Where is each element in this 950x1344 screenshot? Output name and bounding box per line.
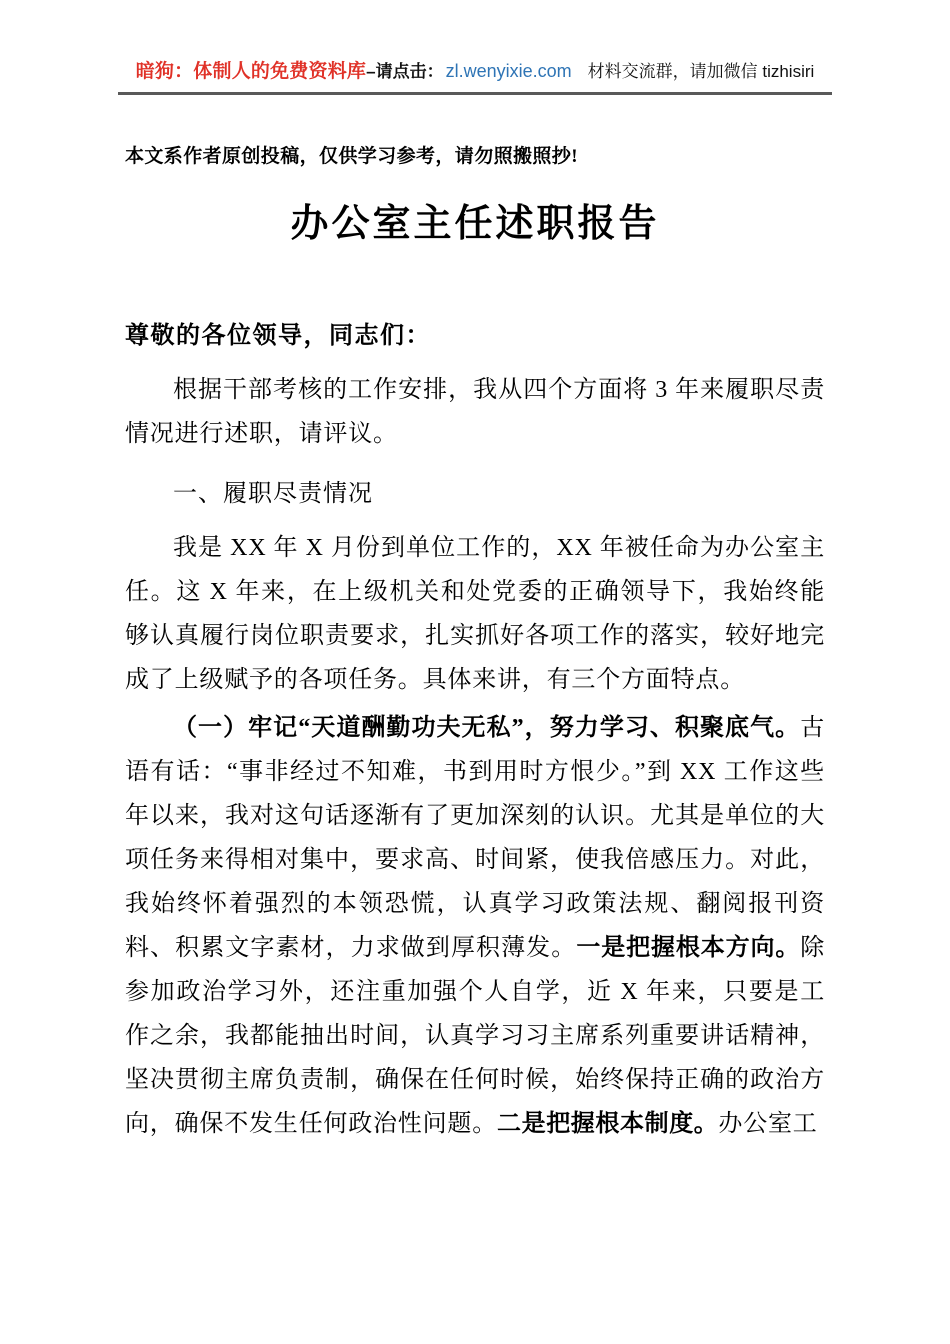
copyright-disclaimer: 本文系作者原创投稿，仅供学习参考，请勿照搬照抄!	[125, 146, 578, 167]
subsection-one-bold-point-1: 一是把握根本方向。	[576, 935, 801, 961]
intro-paragraph: 根据干部考核的工作安排，我从四个方面将 3 年来履职尽责情况进行述职，请评议。	[125, 377, 825, 447]
subsection-one-bold-point-2: 二是把握根本制度。	[497, 1111, 719, 1137]
page-title: 办公室主任述职报告	[290, 203, 660, 245]
subsection-one-paragraph	[125, 706, 825, 1146]
document-body	[125, 140, 825, 1146]
promo-wechat-text: 材料交流群，请加微信 tizhisiri	[587, 62, 815, 81]
salutation-line: 尊敬的各位领导，同志们：	[125, 323, 431, 349]
promo-brand-text: 暗狗：体制人的免费资料库	[135, 61, 367, 82]
promo-click-label: –请点击：	[366, 62, 444, 81]
subsection-one-body-part-2: 除参加政治学习外，还注重加强个人自学，近 X 年来，只要是工作之余，我都能抽出时间，认真学习习主席系列重要讲话精神，坚决贯彻主席负责制，确保在任何时候，始终保持正确的政治方向，确保不发生任何政治性问题。	[125, 935, 825, 1137]
subsection-one-body-part-3: 办公室工	[718, 1111, 818, 1137]
promo-url-link[interactable]: zl.wenyixie.com	[445, 61, 572, 81]
section-heading-one: 一、履职尽责情况	[173, 480, 373, 507]
header-divider-rule	[118, 92, 832, 95]
section-one-paragraph: 我是 XX 年 X 月份到单位工作的，XX 年被任命为办公室主任。这 X 年来，在上级机关和处党委的正确领导下，我始终能够认真履行岗位职责要求，扎实抓好各项工作的落实，较好地完成了上级赋予的各项任务。具体来讲，有三个方面特点。	[125, 535, 825, 693]
subsection-one-body-part-1: 古语有话：“事非经过不知难，书到用时方恨少。”到 XX 工作这些年以来，我对这句话逐渐有了更加深刻的认识。尤其是单位的大项任务来得相对集中，要求高、时间紧，使我倍感压力。对此，我始终怀着强烈的本领恐慌，认真学习政策法规、翻阅报刊资料、积累文字素材，力求做到厚积薄发。	[125, 715, 825, 961]
subsection-one-bold-lead: （一）牢记“天道酬勤功夫无私”，努力学习、积聚底气。	[173, 715, 801, 741]
promo-header-banner	[0, 58, 950, 85]
